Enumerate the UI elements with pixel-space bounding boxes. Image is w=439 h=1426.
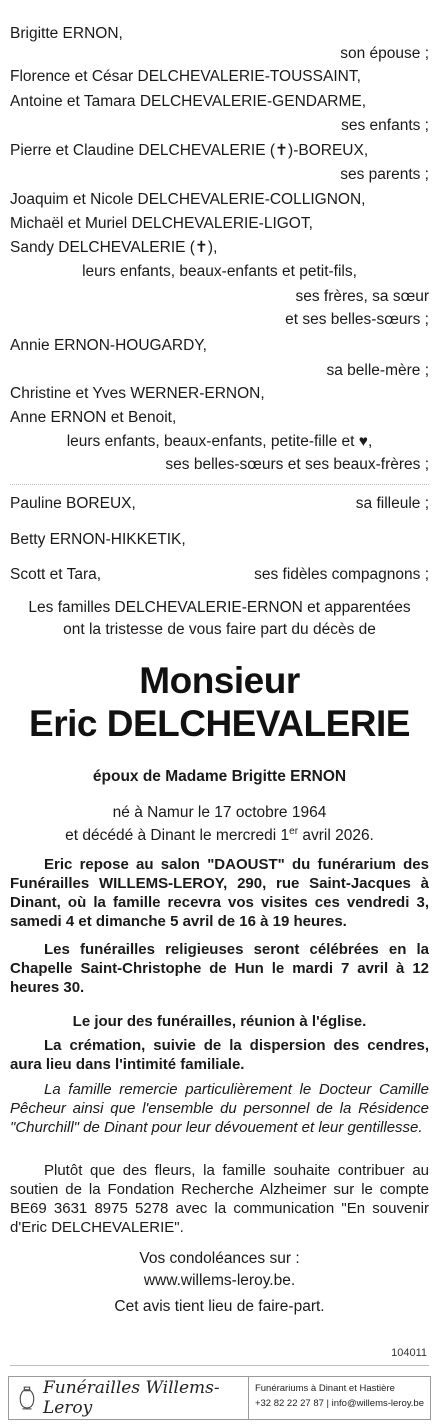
family-line: Joaquim et Nicole DELCHEVALERIE-COLLIGNON, bbox=[10, 191, 366, 208]
deceased-title: Monsieur bbox=[139, 660, 300, 701]
website-link[interactable]: www.willems-leroy.be. bbox=[143, 1272, 296, 1289]
family-line: Betty ERNON-HIKKETIK, bbox=[10, 531, 186, 548]
family-line: Brigitte ERNON, bbox=[10, 25, 123, 42]
thanks-paragraph: La famille remercie particulièrement le Docteur Camille Pêcheur ainsi que l'ensemble du personnel de la Résidence "Churchill" de Dinant pour leur dévouement et leur gentillesse. bbox=[10, 1081, 429, 1136]
birth-line: né à Namur le 17 octobre 1964 bbox=[112, 804, 327, 821]
family-line: leurs enfants, beaux-enfants et petit-fils, bbox=[82, 263, 357, 280]
family-line: Sandy DELCHEVALERIE (✝), bbox=[10, 239, 218, 256]
family-line: Pauline BOREUX, bbox=[10, 495, 136, 512]
deceased-name: Eric DELCHEVALERIE bbox=[29, 703, 410, 744]
salon-paragraph: Eric repose au salon "DAOUST" du funérarium des Funérailles WILLEMS-LEROY, 290, rue Saint-Jacques à Dinant, où la famille recevra vos visites ces vendredi 3, samedi 4 et dimanche 5 avril de 16 à 19 heures. bbox=[10, 856, 429, 930]
contact-info bbox=[248, 1377, 430, 1419]
urn-icon bbox=[17, 1383, 37, 1413]
condolences-line: Vos condoléances sur : bbox=[139, 1250, 300, 1267]
relation-line: ses belles-sœurs et ses beaux-frères ; bbox=[165, 456, 429, 473]
relation-line: ses frères, sa sœur bbox=[295, 288, 429, 305]
family-line: Pierre et Claudine DELCHEVALERIE (✝)-BOREUX, bbox=[10, 142, 369, 159]
announcement-line: Les familles DELCHEVALERIE-ERNON et apparentées bbox=[28, 599, 411, 616]
death-line: et décédé à Dinant le mercredi 1er avril 2026. bbox=[65, 826, 374, 845]
contact-details[interactable]: +32 82 22 27 87 | info@willems-leroy.be bbox=[254, 1398, 424, 1409]
announcement-line: ont la tristesse de vous faire part du décès de bbox=[63, 621, 376, 638]
reunion-paragraph: Le jour des funérailles, réunion à l'église. bbox=[72, 1013, 367, 1030]
funeral-paragraph: Les funérailles religieuses seront célébrées en la Chapelle Saint-Christophe de Hun le mardi 7 avril à 12 heures 30. bbox=[10, 941, 429, 996]
relation-line: son épouse ; bbox=[340, 45, 429, 62]
family-line: Anne ERNON et Benoit, bbox=[10, 409, 177, 426]
relation-line: sa belle-mère ; bbox=[326, 362, 429, 379]
faire-part-line: Cet avis tient lieu de faire-part. bbox=[114, 1298, 325, 1315]
logo-text: Funérailles Willems-Leroy bbox=[42, 1378, 220, 1418]
funeral-home-logo bbox=[9, 1378, 248, 1418]
spouse-line: époux de Madame Brigitte ERNON bbox=[92, 768, 347, 785]
family-line: Scott et Tara, bbox=[10, 566, 102, 583]
relation-line: ses enfants ; bbox=[341, 117, 429, 134]
family-line: Michaël et Muriel DELCHEVALERIE-LIGOT, bbox=[10, 215, 313, 232]
relation-line: et ses belles-sœurs ; bbox=[285, 311, 429, 328]
relation-line: ses fidèles compagnons ; bbox=[254, 566, 429, 583]
family-line: leurs enfants, beaux-enfants, petite-fille et ♥, bbox=[66, 433, 373, 450]
relation-line: ses parents ; bbox=[340, 166, 429, 183]
relation-line: sa filleule ; bbox=[355, 495, 429, 512]
divider bbox=[10, 1365, 429, 1366]
funeral-home-footer bbox=[8, 1376, 431, 1420]
cremation-paragraph: La crémation, suivie de la dispersion des cendres, aura lieu dans l'intimité familiale. bbox=[10, 1037, 429, 1073]
family-line: Annie ERNON-HOUGARDY, bbox=[10, 337, 207, 354]
family-line: Christine et Yves WERNER-ERNON, bbox=[10, 385, 265, 402]
funerarium-locations: Funérariums à Dinant et Hastière bbox=[254, 1383, 395, 1394]
family-line: Antoine et Tamara DELCHEVALERIE-GENDARME, bbox=[10, 93, 367, 110]
divider bbox=[10, 484, 429, 485]
family-line: Florence et César DELCHEVALERIE-TOUSSAINT, bbox=[10, 68, 361, 85]
reference-number: 104011 bbox=[391, 1347, 427, 1359]
donation-paragraph: Plutôt que des fleurs, la famille souhaite contribuer au soutien de la Fondation Recherche Alzheimer sur le compte BE69 3631 8975 5278 avec la communication "En souvenir d'Eric DELCHEVALERIE". bbox=[10, 1162, 429, 1236]
